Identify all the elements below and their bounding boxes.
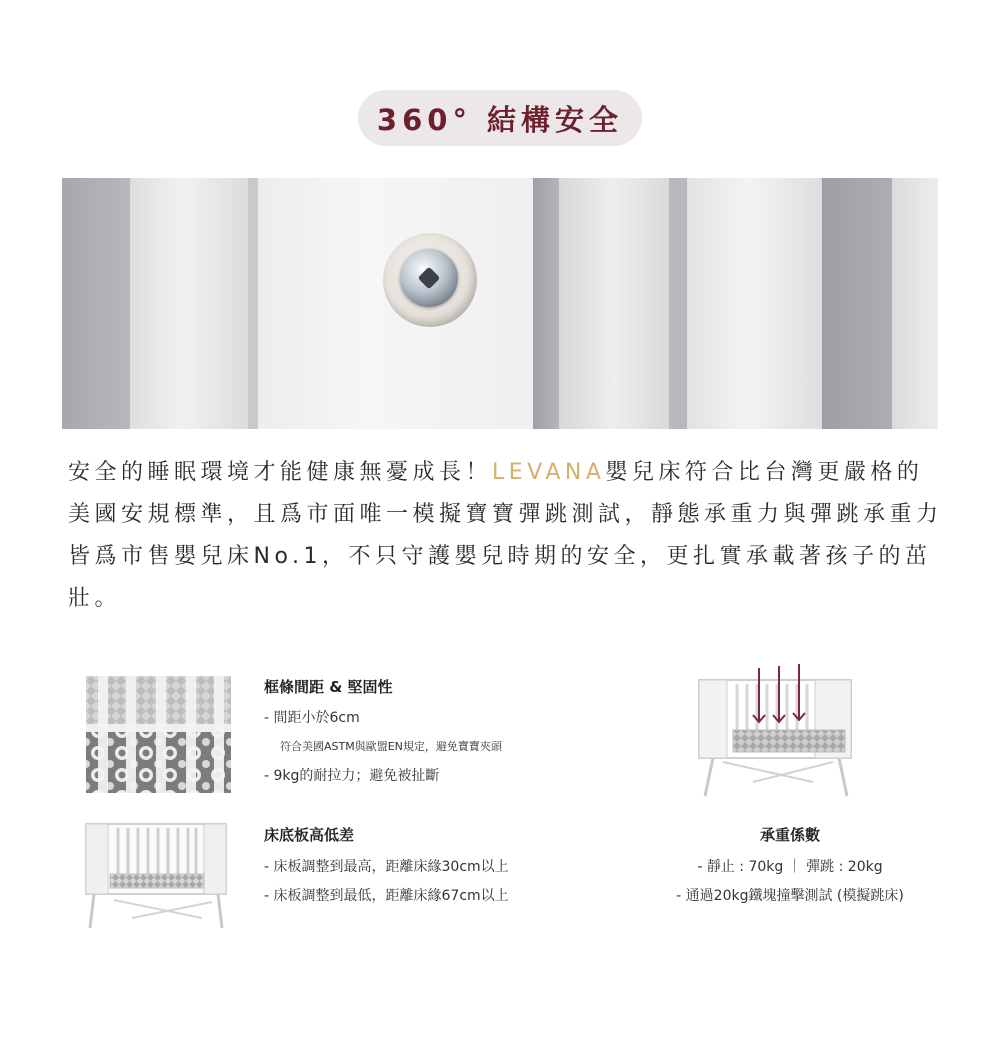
height-title: 床底板高低差 (264, 826, 355, 844)
intro-text-1: 安全的睡眠環境才能健康無憂成長！ (68, 460, 493, 485)
spacing-note: 符合美國ASTM與歐盟EN規定，避免寶寶夾頭 (280, 740, 502, 753)
hero-image-crib-screw-closeup (62, 178, 938, 429)
section-title: 360° 結構安全 (358, 90, 642, 146)
brand-name: LEVANA (492, 460, 606, 485)
spacing-title: 框條間距 & 堅固性 (264, 678, 393, 696)
slat-spacing-photo (86, 676, 231, 793)
load-line-1: - 靜止 : 70kg ｜ 彈跳 : 20kg (697, 859, 883, 875)
crib-height-photo (84, 818, 232, 932)
load-title: 承重係數 (759, 826, 820, 844)
height-line-1: - 床板調整到最高，距離床緣30cm以上 (264, 859, 509, 875)
height-line-2: - 床板調整到最低，距離床緣67cm以上 (264, 888, 509, 904)
spacing-line-1: - 間距小於6cm (264, 710, 360, 726)
crib-load-test-photo (693, 662, 860, 800)
load-line-2: - 通過20kg鐵塊撞擊測試 (模擬跳床) (676, 888, 904, 904)
intro-paragraph (68, 452, 943, 620)
intro-text-2: 嬰兒床符合比台灣更嚴格的美國安規標準，且爲市面唯一模擬寶寶彈跳測試，靜態承重力與彈跳承重力皆爲市售嬰兒床No.1，不只守護嬰兒時期的安全，更扎實承載著孩子的茁壯。 (68, 460, 943, 611)
spacing-line-2: - 9kg的耐拉力；避免被扯斷 (264, 768, 440, 784)
screw-icon (383, 233, 477, 327)
